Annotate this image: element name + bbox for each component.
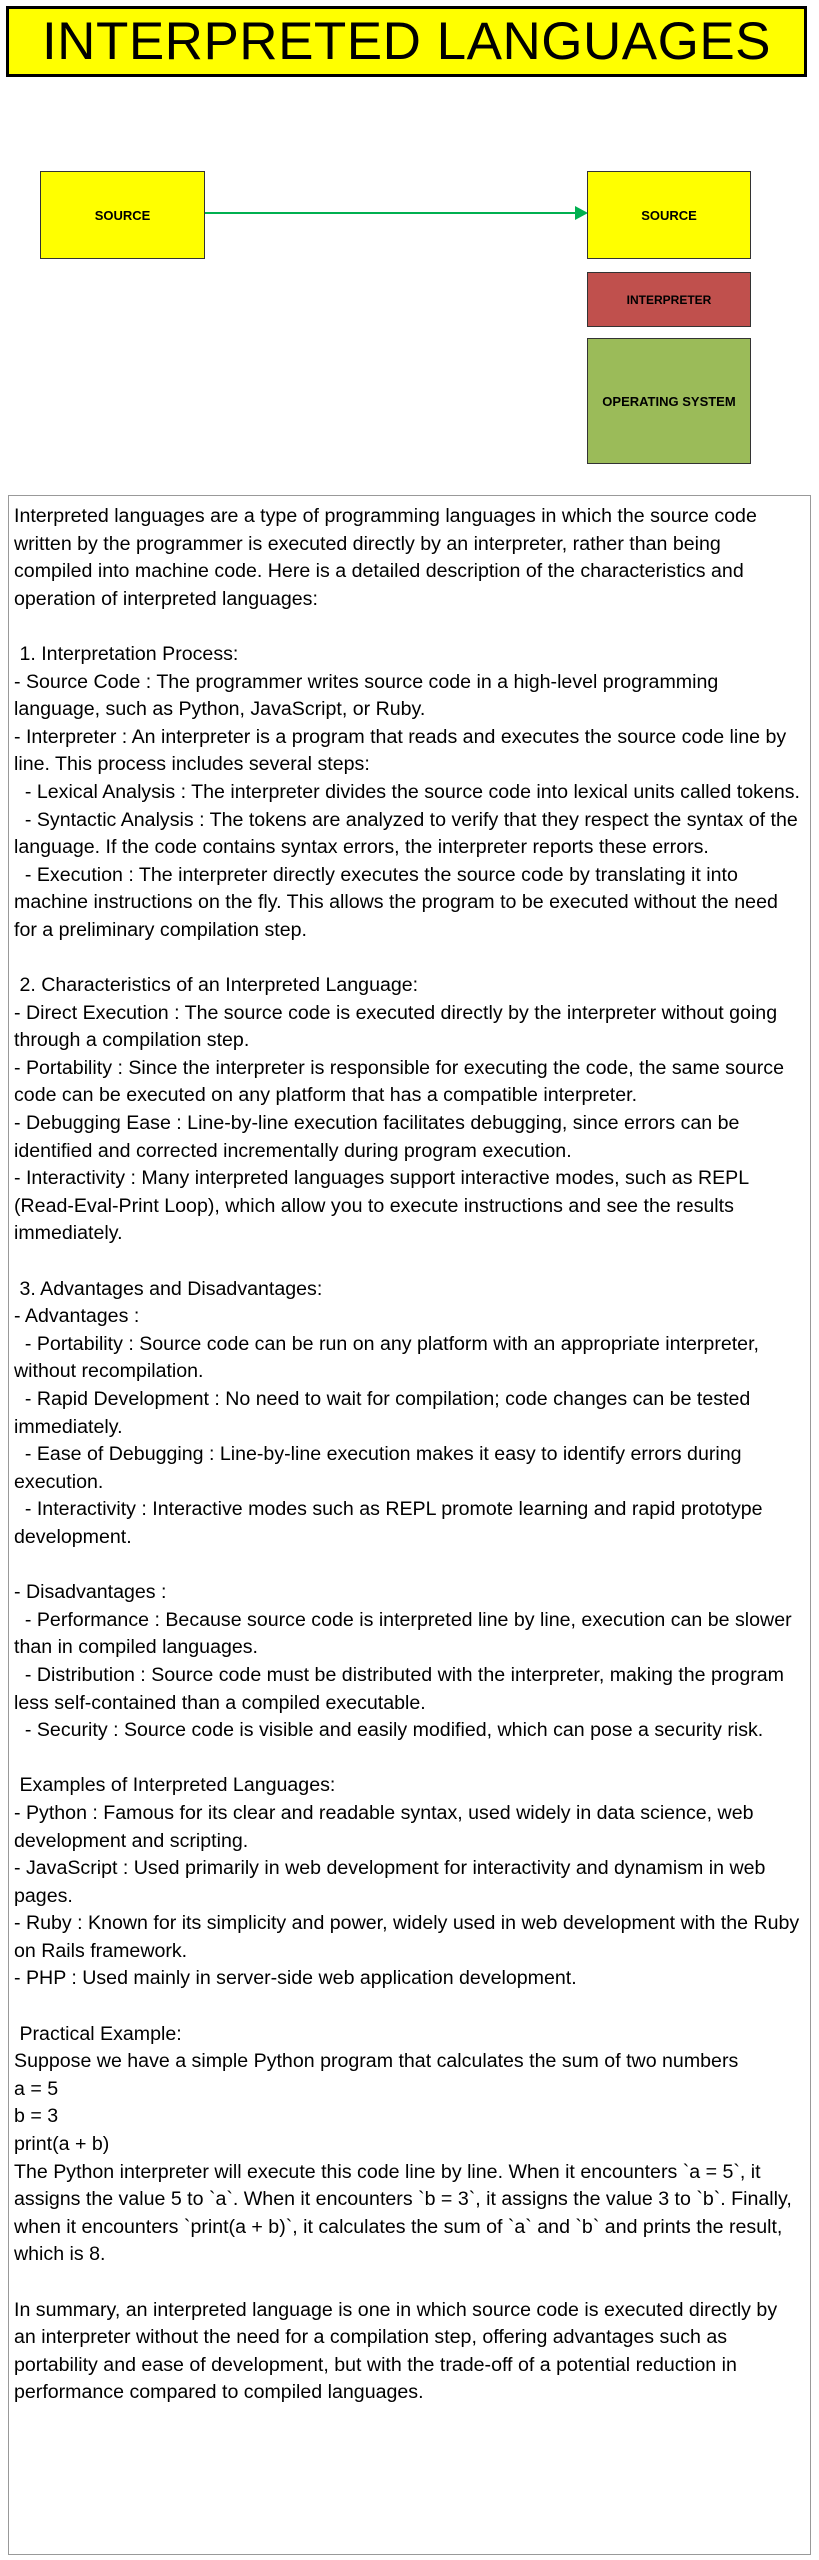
source-box-right: SOURCE xyxy=(587,171,751,259)
page-title: INTERPRETED LANGUAGES xyxy=(6,6,807,77)
operating-system-box: OPERATING SYSTEM xyxy=(587,338,751,464)
description-text: Interpreted languages are a type of programming languages in which the source code written by the programmer is executed directly by an interpreter, rather than being compiled into machine code. Here is a detailed description of the characteristics and operation of interpreted languages: 1. Interpretation Process: - Source Code : The programmer writes source code in a high-level programming language, such as Python, JavaScript, or Ruby. - Interpreter : An interpreter is a program that reads and executes the source code line by line. This process includes several steps: - Lexical Analysis : The interpreter divides the source code into lexical units called tokens. - Syntactic Analysis : The tokens are analyzed to verify that they respect the syntax of the language. If the code contains syntax errors, the interpreter reports these errors. - Execution : The interpreter directly executes the source code by translating it into machine instructions on the fly. This allows the program to be executed without the need for a preliminary compilation step. 2. Characteristics of an Interpreted Language: - Direct Execution : The source code is executed directly by the interpreter without going through a compilation step. - Portability : Since the interpreter is responsible for executing the code, the same source code can be executed on any platform that has a compatible interpreter. - Debugging Ease : Line-by-line execution facilitates debugging, since errors can be identified and corrected incrementally during program execution. - Interactivity : Many interpreted languages support interactive modes, such as REPL (Read-Eval-Print Loop), which allow you to execute instructions and see the results immediately. 3. Advantages and Disadvantages: - Advantages : - Portability : Source code can be run on any platform with an appropriate interpreter, without recompilation. - Rapid Development : No need to wait for compilation; code changes can be tested immediately. - Ease of Debugging : Line-by-line execution makes it easy to identify errors during execution. - Interactivity : Interactive modes such as REPL promote learning and rapid prototype development. - Disadvantages : - Performance : Because source code is interpreted line by line, execution can be slower than in compiled languages. - Distribution : Source code must be distributed with the interpreter, making the program less self-contained than a compiled executable. - Security : Source code is visible and easily modified, which can pose a security risk. Examples of Interpreted Languages: - Python : Famous for its clear and readable syntax, used widely in data science, web development and scripting. - JavaScript : Used primarily in web development for interactivity and dynamism in web pages. - Ruby : Known for its simplicity and power, widely used in web development with the Ruby on Rails framework. - PHP : Used mainly in server-side web application development. Practical Example: Suppose we have a simple Python program that calculates the sum of two numbers a = 5 b = 3 print(a + b) The Python interpreter will execute this code line by line. When it encounters `a = 5`, it assigns the value 5 to `a`. When it encounters `b = 3`, it assigns the value 3 to `b`. Finally, when it encounters `print(a + b)`, it calculates the sum of `a` and `b` and prints the result, which is 8. In summary, an interpreted language is one in which source code is executed directly by an interpreter without the need for a compilation step, offering advantages such as portability and ease of development, but with the trade-off of a potential reduction in performance compared to compiled languages. xyxy=(8,495,811,2555)
interpreter-box: INTERPRETER xyxy=(587,272,751,327)
source-box-left: SOURCE xyxy=(40,171,205,259)
